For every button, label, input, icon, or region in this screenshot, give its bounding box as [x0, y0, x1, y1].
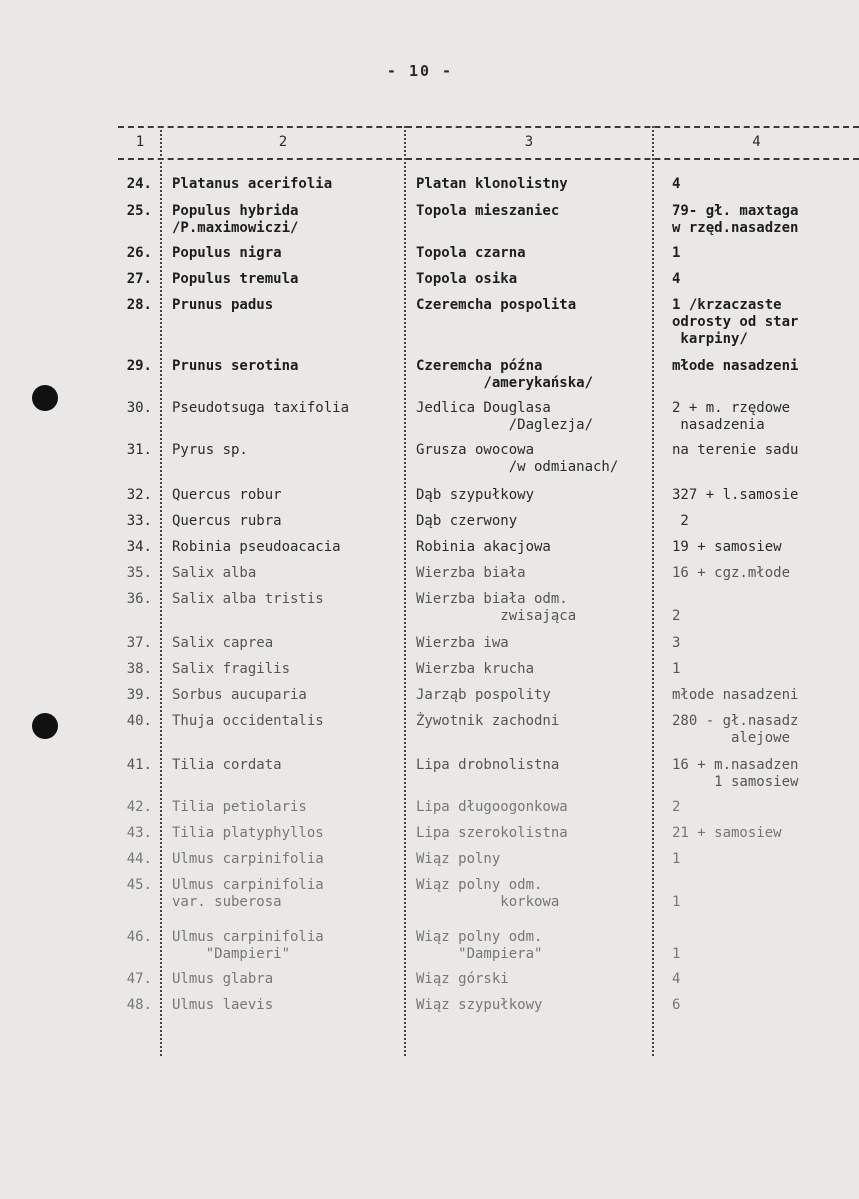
latin-name: Robinia pseudoacacia — [172, 539, 341, 555]
row-number: 32. — [126, 487, 152, 503]
count-note: 2 — [672, 513, 689, 529]
polish-name: Wiąz polny odm. "Dampiera" — [416, 929, 543, 962]
count-note: 1 — [672, 661, 681, 677]
latin-name: Platanus acerifolia — [172, 176, 333, 192]
latin-name: Salix alba tristis — [172, 591, 324, 607]
latin-name: Ulmus carpinifolia — [172, 851, 324, 867]
column-divider-2 — [404, 126, 406, 1056]
row-number: 43. — [126, 825, 152, 841]
row-number: 41. — [126, 757, 152, 773]
row-number: 48. — [126, 997, 152, 1013]
polish-name: Dąb szypułkowy — [416, 487, 535, 503]
polish-name: Topola mieszaniec — [416, 203, 560, 219]
latin-name: Populus hybrida /P.maximowiczi/ — [172, 203, 299, 236]
latin-name: Quercus rubra — [172, 513, 282, 529]
row-number: 27. — [126, 271, 152, 287]
row-number: 38. — [126, 661, 152, 677]
latin-name: Populus nigra — [172, 245, 282, 261]
polish-name: Wierzba iwa — [416, 635, 509, 651]
count-note: 79- gł. maxtaga w rzęd.nasadzen — [672, 203, 799, 236]
row-number: 46. — [126, 929, 152, 945]
polish-name: Dąb czerwony — [416, 513, 518, 529]
polish-name: Wierzba krucha — [416, 661, 535, 677]
row-number: 28. — [126, 297, 152, 313]
polish-name: Robinia akacjowa — [416, 539, 551, 555]
latin-name: Pyrus sp. — [172, 442, 248, 458]
row-number: 30. — [126, 400, 152, 416]
count-note: 16 + m.nasadzen 1 samosiew — [672, 757, 799, 790]
polish-name: Wiąz polny — [416, 851, 501, 867]
latin-name: Ulmus glabra — [172, 971, 274, 987]
count-note: 1 /krzaczaste odrosty od star karpiny/ — [672, 297, 799, 347]
header-col-1: 1 — [135, 134, 145, 150]
polish-name: Lipa szerokolistna — [416, 825, 568, 841]
count-note: 1 — [672, 245, 681, 261]
count-note: 19 + samosiew — [672, 539, 782, 555]
row-number: 24. — [126, 176, 152, 192]
row-number: 42. — [126, 799, 152, 815]
latin-name: Ulmus carpinifolia "Dampieri" — [172, 929, 324, 962]
row-number: 33. — [126, 513, 152, 529]
polish-name: Lipa długoogonkowa — [416, 799, 568, 815]
polish-name: Wierzba biała — [416, 565, 526, 581]
count-note: 2 — [672, 608, 681, 624]
row-number: 29. — [126, 358, 152, 374]
table-top-rule — [118, 126, 859, 128]
header-col-2: 2 — [278, 134, 288, 150]
latin-name: Ulmus carpinifolia var. suberosa — [172, 877, 324, 910]
punch-hole-bottom — [32, 713, 58, 739]
count-note: młode nasadzeni — [672, 687, 799, 703]
latin-name: Populus tremula — [172, 271, 299, 287]
count-note: 2 + m. rzędowe nasadzenia — [672, 400, 791, 433]
latin-name: Tilia cordata — [172, 757, 282, 773]
row-number: 40. — [126, 713, 152, 729]
polish-name: Wiąz szypułkowy — [416, 997, 543, 1013]
row-number: 34. — [126, 539, 152, 555]
polish-name: Jedlica Douglasa /Daglezja/ — [416, 400, 594, 433]
polish-name: Topola osika — [416, 271, 518, 287]
column-divider-1 — [160, 126, 162, 1056]
polish-name: Żywotnik zachodni — [416, 713, 560, 729]
row-number: 25. — [126, 203, 152, 219]
latin-name: Salix fragilis — [172, 661, 291, 677]
polish-name: Wiąz górski — [416, 971, 509, 987]
count-note: 280 - gł.nasadz alejowe — [672, 713, 799, 746]
latin-name: Ulmus laevis — [172, 997, 274, 1013]
latin-name: Thuja occidentalis — [172, 713, 324, 729]
row-number: 37. — [126, 635, 152, 651]
table-header-rule — [118, 158, 859, 160]
latin-name: Tilia platyphyllos — [172, 825, 324, 841]
polish-name: Jarząb pospolity — [416, 687, 551, 703]
header-col-3: 3 — [524, 134, 534, 150]
count-note: 16 + cgz.młode — [672, 565, 791, 581]
polish-name: Lipa drobnolistna — [416, 757, 560, 773]
count-note: 4 — [672, 971, 681, 987]
latin-name: Sorbus aucuparia — [172, 687, 307, 703]
polish-name: Platan klonolistny — [416, 176, 568, 192]
latin-name: Salix caprea — [172, 635, 274, 651]
count-note: młode nasadzeni — [672, 358, 799, 374]
polish-name: Wierzba biała odm. zwisająca — [416, 591, 577, 624]
count-note: 21 + samosiew — [672, 825, 782, 841]
count-note: 1 — [672, 894, 681, 910]
count-note: 4 — [672, 176, 681, 192]
row-number: 44. — [126, 851, 152, 867]
count-note: 1 — [672, 851, 681, 867]
polish-name: Grusza owocowa /w odmianach/ — [416, 442, 619, 475]
column-divider-3 — [652, 126, 654, 1056]
polish-name: Czeremcha późna /amerykańska/ — [416, 358, 594, 391]
row-number: 47. — [126, 971, 152, 987]
polish-name: Czeremcha pospolita — [416, 297, 577, 313]
polish-name: Topola czarna — [416, 245, 526, 261]
latin-name: Prunus padus — [172, 297, 274, 313]
latin-name: Quercus robur — [172, 487, 282, 503]
count-note: 3 — [672, 635, 681, 651]
latin-name: Salix alba — [172, 565, 257, 581]
row-number: 39. — [126, 687, 152, 703]
row-number: 36. — [126, 591, 152, 607]
row-number: 26. — [126, 245, 152, 261]
count-note: 4 — [672, 271, 681, 287]
latin-name: Pseudotsuga taxifolia — [172, 400, 350, 416]
header-col-4: 4 — [752, 134, 761, 150]
latin-name: Prunus serotina — [172, 358, 299, 374]
row-number: 35. — [126, 565, 152, 581]
count-note: na terenie sadu — [672, 442, 799, 458]
row-number: 31. — [126, 442, 152, 458]
page-number: - 10 - — [386, 62, 454, 80]
row-number: 45. — [126, 877, 152, 893]
polish-name: Wiąz polny odm. korkowa — [416, 877, 560, 910]
latin-name: Tilia petiolaris — [172, 799, 307, 815]
count-note: 2 — [672, 799, 681, 815]
count-note: 1 — [672, 946, 681, 962]
punch-hole-top — [32, 385, 58, 411]
count-note: 6 — [672, 997, 681, 1013]
count-note: 327 + l.samosie — [672, 487, 799, 503]
